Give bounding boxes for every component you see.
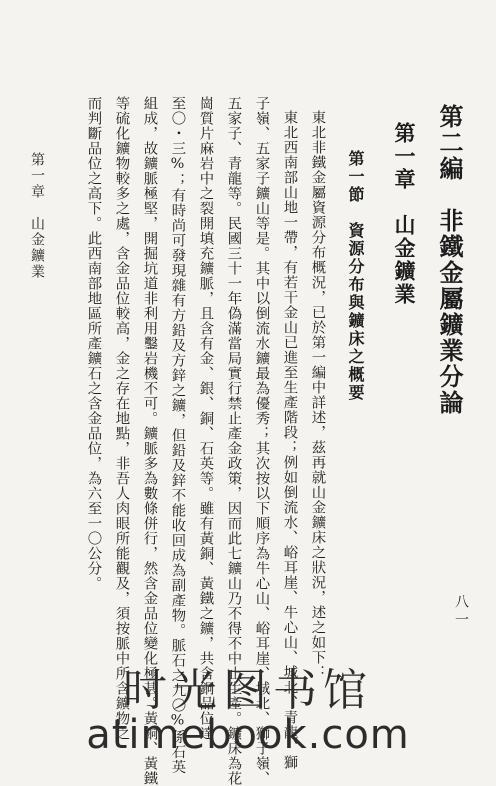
body-column-6: 至〇・三%；有時尚可發現雜有方鉛及方鋅之鑛，但鉛及鋅不能收回成為副產物。脈石之九〇%係石英 xyxy=(169,96,186,775)
watermark-site-url: atimebook.com xyxy=(86,712,410,758)
watermark-site-name: 时光图书馆 xyxy=(123,665,373,716)
body-column-4: 五家子、青龍等。民國三十一年偽滿當局實行禁止產金政策，因而此七鑛山乃不得不中止生產。鑛床為花 xyxy=(225,96,242,786)
body-column-2: 東北西南部山地一帶，有若干金山已進至生產階段；例如倒流水、峪耳崖、牛心山、城北、青龍、獅 xyxy=(281,110,298,770)
body-column-1: 東北非鐵金屬資源分布概況，已於第一編中詳述，茲再就山金鑛床之狀況，述之如下： xyxy=(309,110,326,680)
part-title: 第二編 非鐵金屬鑛業分論 xyxy=(435,104,464,416)
body-column-8: 等硫化鑛物較多之處，含金品位較高，金之存在地點，非吾人肉眼所能觀及，須按脈中所含鑛物之 xyxy=(113,96,130,741)
page-number: 八一 xyxy=(453,594,469,630)
body-column-9: 而判斷品位之高下。此西南部地區所產鑛石之含金品位，為六至一〇公分。 xyxy=(85,96,102,591)
chapter-title: 第一章 山金鑛業 xyxy=(392,122,417,306)
section-title: 第一節 資源分布與鑛床之概要 xyxy=(346,150,365,402)
body-column-7: 組成，故鑛脈極堅，開掘坑道非利用鑿岩機不可。鑛脈多為數條併行，然含金品位變化極甚。黃銅、黃鐵 xyxy=(141,96,158,786)
body-column-5: 崗質片麻岩中之裂開填充鑛脈，且含有金、銀、銅、石英等。雖有黃銅、黃鐵之鑛，共含銅品位達 xyxy=(197,96,214,741)
body-column-3: 子嶺、五家子鑛山等是。其中以倒流水鑛最為優秀；其次按以下順序為牛心山、峪耳崖、城北、獅子嶺、 xyxy=(253,96,270,786)
running-head: 第一章 山金鑛業 xyxy=(29,152,45,280)
